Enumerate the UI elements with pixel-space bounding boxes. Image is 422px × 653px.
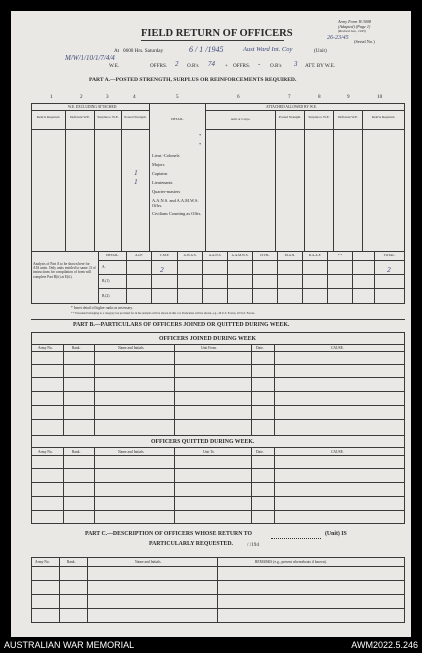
analysis-header-aamws: A.A.M.W.S. [231, 253, 249, 257]
joined-col-cause: CAUSE. [331, 346, 344, 350]
part-c-particularly: PARTICULARLY REQUESTED. [149, 541, 233, 547]
col-number: 3 [106, 94, 109, 100]
ors2-value: 3 [294, 60, 298, 68]
offrs2-label: OFFRS. [233, 63, 251, 69]
offrs2-value: - [258, 60, 261, 68]
note-2: * * Personnel belonging to a category not provided for in the analysis will be shown in this col. Particulars will be shown, e.g., 26 U.S. Forces, 10 N.Z. Forces. [71, 311, 256, 315]
rank-lieutenants: Lieutenants [152, 180, 173, 185]
hand-lieutenants-posted: 1 [134, 177, 138, 186]
at-label: At [114, 48, 120, 54]
quitted-col-name: Name and Initials. [118, 450, 145, 454]
part-c-col-army-no: Army No. [35, 560, 50, 564]
offrs-value: 2 [175, 60, 179, 68]
header-surplus: Surplus to W.E. [97, 115, 119, 119]
army-form-ref [338, 19, 371, 34]
att-label: ATT. BY W.E. [305, 63, 336, 69]
analysis-header-aans: A.A.N.S. [208, 253, 222, 257]
form-title: FIELD RETURN OF OFFICERS [141, 28, 293, 39]
footer-accession-number: AWM2022.5.246 [351, 640, 418, 650]
quitted-title: OFFICERS QUITTED DURING WEEK. [151, 439, 255, 445]
col-number: 4 [133, 94, 136, 100]
footer-archive-name: AUSTRALIAN WAR MEMORIAL [4, 640, 135, 650]
quitted-col-army-no: Army No. [38, 450, 53, 454]
army-form-line: (Revised Jan., 1943) [338, 29, 366, 33]
army-form-line: Army Form W.3008 [338, 19, 371, 24]
quitted-col-unit-to: Unit To. [203, 450, 215, 454]
at-date-hand: 6 / 1 /1945 [189, 45, 224, 54]
group-left-header: W.E. EXCLUDING ATTACHED. [68, 105, 118, 109]
rank-quarter-masters: Quarter-masters [152, 189, 181, 194]
analysis-header-man: M.A.N. [284, 253, 296, 257]
note-1: * Insert detail of higher ranks as necessary. [71, 306, 133, 310]
header-reints-required-att: Rein'ts Required. [371, 115, 396, 119]
header-arm-or-corps: Arm or Corps. [230, 117, 251, 121]
col-number: 5 [176, 94, 179, 100]
header-deficient: Deficient W.E. [69, 115, 91, 119]
hand-captains-posted: 1 [134, 168, 138, 177]
we-label: W.E. [109, 63, 120, 69]
analysis-header-total: TOTAL. [383, 253, 396, 257]
form-sheet [11, 11, 411, 637]
part-c-col-name: Name and Initials. [135, 560, 162, 564]
at-time: 0600 Hrs. Saturday [123, 48, 164, 54]
part-b-rule-2 [31, 332, 405, 333]
joined-rule [31, 344, 405, 345]
analysis-header-raaf: R.A.A.F. [308, 253, 322, 257]
analysis-row-a: A. [102, 265, 106, 269]
header-posted-strength: Posted Strength. [124, 115, 147, 119]
quitted-rule [31, 447, 405, 448]
rank-lieut-colonels: Lieut.-Colonels [152, 153, 180, 158]
part-c-title: PART C.—DESCRIPTION OF OFFICERS WHOSE RETURN TO [85, 531, 253, 537]
joined-title: OFFICERS JOINED DURING WEEK [159, 336, 257, 342]
archive-footer [0, 637, 422, 653]
header-detail: DETAIL. [171, 117, 184, 121]
joined-col-unit-from: Unit From. [201, 346, 217, 350]
plus-sign: + [225, 63, 228, 69]
quitted-col-cause: CAUSE. [331, 450, 344, 454]
ors-value: 74 [208, 60, 215, 68]
rank-majors: Majors [152, 162, 165, 167]
col-number: 9 [347, 94, 350, 100]
part-b-rule [31, 319, 405, 320]
col-number: 1 [50, 94, 53, 100]
rank-star: * [199, 142, 202, 147]
col-number: 8 [318, 94, 321, 100]
header-reints-required: Rein'ts Required. [36, 115, 61, 119]
analysis-row-b1: B.(1) [102, 279, 110, 283]
analysis-header-civil: CIVIL. [260, 253, 270, 257]
rank-aans-aamws: A.A.N.S. and A.A.M.W.S. Offrs. [152, 198, 199, 208]
joined-col-rank: Rank. [72, 346, 81, 350]
analysis-header-cmf: C.M.F. [159, 253, 170, 257]
unit-hand: Aust Ward Int. Coy [243, 46, 293, 53]
ors-label: O.R's [187, 63, 199, 69]
analysis-header-awas: A.W.A.S. [183, 253, 197, 257]
part-c-col-remarks: REMARKS (e.g., present whereabouts if known). [255, 560, 327, 564]
group-right-header: ATTACHED ALLOWED BY W.E. [266, 105, 317, 109]
ors2-label: O.R's [270, 63, 282, 69]
rank-civilians: Civilians Counting as Offrs. [152, 211, 202, 216]
col-number: 10 [377, 94, 383, 100]
unit-label: (Unit) [314, 48, 327, 54]
part-a-title: PART A.—POSTED STRENGTH, SURPLUS OR REINFORCEMENTS REQUIRED. [89, 77, 297, 83]
col-number: 7 [288, 94, 291, 100]
quitted-col-rank: Rank. [72, 450, 81, 454]
joined-col-army-no: Army No. [38, 346, 53, 350]
quitted-col-date: Date. [256, 450, 264, 454]
analysis-aif-value: 2 [160, 265, 164, 274]
army-form-line: (Adapted) (Page 1) [338, 24, 371, 29]
col-number: 2 [80, 94, 83, 100]
analysis-row-b2: B.(2) [102, 294, 110, 298]
joined-col-date: Date. [256, 346, 264, 350]
title-underline [141, 40, 284, 41]
analysis-header-aif: A.I.F. [135, 253, 143, 257]
rank-star: * [199, 133, 202, 138]
header-surplus-att: Surplus to W.E. [308, 115, 330, 119]
offrs-label: OFFRS. [150, 63, 168, 69]
serial-label: (Serial No.) [354, 39, 375, 44]
analysis-header-detail: DETAIL. [106, 253, 119, 257]
joined-col-name: Name and Initials. [118, 346, 145, 350]
serial-number-hand: 26-23/45 [327, 35, 349, 41]
hand-top-reference: M/W/1/10/1/7/4/4 [65, 54, 115, 62]
header-deficient-att: Deficient W.E. [337, 115, 359, 119]
analysis-header-other: * * [337, 253, 343, 257]
part-b-title: PART B.—PARTICULARS OF OFFICERS JOINED OR QUITTED DURING WEEK. [73, 322, 290, 328]
analysis-total-value: 2 [387, 265, 391, 274]
part-c-unit-is: (Unit) IS [325, 531, 347, 537]
part-c-unit-blank [271, 538, 321, 539]
part-c-col-rank: Rank. [67, 560, 76, 564]
analysis-label: Analysis of Part A to be shown here for AIA units. Only units entitled to same. If of instructions for compilation of form will complete Part B(ii) at E(ii). [33, 262, 96, 279]
col-number: 6 [237, 94, 240, 100]
header-posted-strength-att: Posted Strength. [278, 115, 302, 119]
rank-captains: Captains [152, 171, 168, 176]
part-c-date-blank: / /194 [247, 542, 259, 548]
